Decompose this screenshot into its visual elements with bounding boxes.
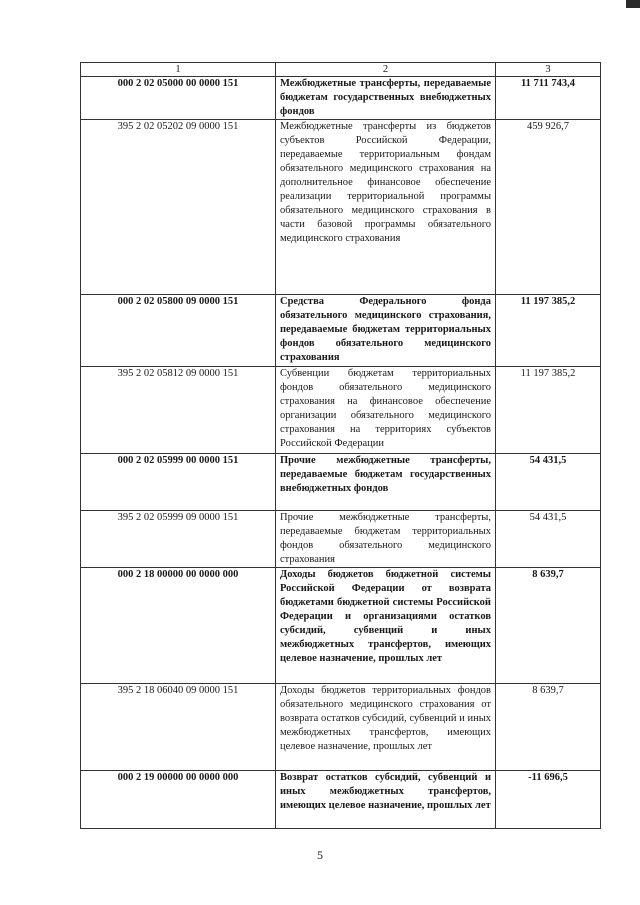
table-row: [81, 295, 601, 367]
table-row: [81, 120, 601, 295]
amount-cell: 54 431,5: [496, 511, 601, 568]
code-cell: 000 2 18 00000 00 0000 000: [81, 568, 276, 684]
scan-mark: [626, 0, 640, 8]
table-header-row: [81, 63, 601, 77]
code-cell: 000 2 19 00000 00 0000 000: [81, 771, 276, 829]
code-cell: 395 2 02 05812 09 0000 151: [81, 367, 276, 454]
name-cell: Межбюджетные трансферты из бюджетов субъектов Российской Федерации, передаваемые территориальным фондам обязательного медицинского страхования на дополнительное финансовое обеспечение реализации территориальной программы обязательного медицинского страхования в части базовой программы обязательного медицинского страхования: [276, 120, 496, 295]
code-cell: 000 2 02 05800 09 0000 151: [81, 295, 276, 367]
code-cell: 395 2 02 05202 09 0000 151: [81, 120, 276, 295]
page-number: 5: [317, 848, 323, 862]
budget-table: [80, 62, 601, 829]
amount-cell: 8 639,7: [496, 568, 601, 684]
amount-cell: 8 639,7: [496, 684, 601, 771]
table-row: [81, 367, 601, 454]
name-cell: Доходы бюджетов бюджетной системы Российской Федерации от возврата бюджетами бюджетной системы Российской Федерации и организациями остатков субсидий, субвенций и иных межбюджетных трансфертов, имеющих целевое назначение, прошлых лет: [276, 568, 496, 684]
amount-cell: 11 197 385,2: [496, 295, 601, 367]
code-cell: 000 2 02 05000 00 0000 151: [81, 77, 276, 120]
code-cell: 395 2 02 05999 09 0000 151: [81, 511, 276, 568]
table-body: [81, 77, 601, 829]
amount-cell: 54 431,5: [496, 454, 601, 511]
name-cell: Возврат остатков субсидий, субвенций и иных межбюджетных трансфертов, имеющих целевое назначение, прошлых лет: [276, 771, 496, 829]
name-cell: Межбюджетные трансферты, передаваемые бюджетам государственных внебюджетных фондов: [276, 77, 496, 120]
table-row: [81, 568, 601, 684]
table-row: [81, 454, 601, 511]
amount-cell: -11 696,5: [496, 771, 601, 829]
name-cell: Прочие межбюджетные трансферты, передаваемые бюджетам территориальных фондов обязательного медицинского страхования: [276, 511, 496, 568]
table-row: [81, 511, 601, 568]
table-row: [81, 771, 601, 829]
name-cell: Средства Федерального фонда обязательного медицинского страхования, передаваемые бюджетам территориальных фондов обязательного медицинского страхования: [276, 295, 496, 367]
code-cell: 395 2 18 06040 09 0000 151: [81, 684, 276, 771]
table-row: [81, 77, 601, 120]
code-cell: 000 2 02 05999 00 0000 151: [81, 454, 276, 511]
amount-cell: 459 926,7: [496, 120, 601, 295]
column-header-3: 3: [496, 63, 601, 77]
name-cell: Субвенции бюджетам территориальных фондов обязательного медицинского страхования на финансовое обеспечение организации обязательного медицинского страхования на территориях субъектов Российской Федерации: [276, 367, 496, 454]
amount-cell: 11 711 743,4: [496, 77, 601, 120]
column-header-1: 1: [81, 63, 276, 77]
name-cell: Прочие межбюджетные трансферты, передаваемые бюджетам государственных внебюджетных фондов: [276, 454, 496, 511]
table-row: [81, 684, 601, 771]
name-cell: Доходы бюджетов территориальных фондов обязательного медицинского страхования от возврата остатков субсидий, субвенций и иных межбюджетных трансфертов, имеющих целевое назначение, прошлых лет: [276, 684, 496, 771]
amount-cell: 11 197 385,2: [496, 367, 601, 454]
column-header-2: 2: [276, 63, 496, 77]
